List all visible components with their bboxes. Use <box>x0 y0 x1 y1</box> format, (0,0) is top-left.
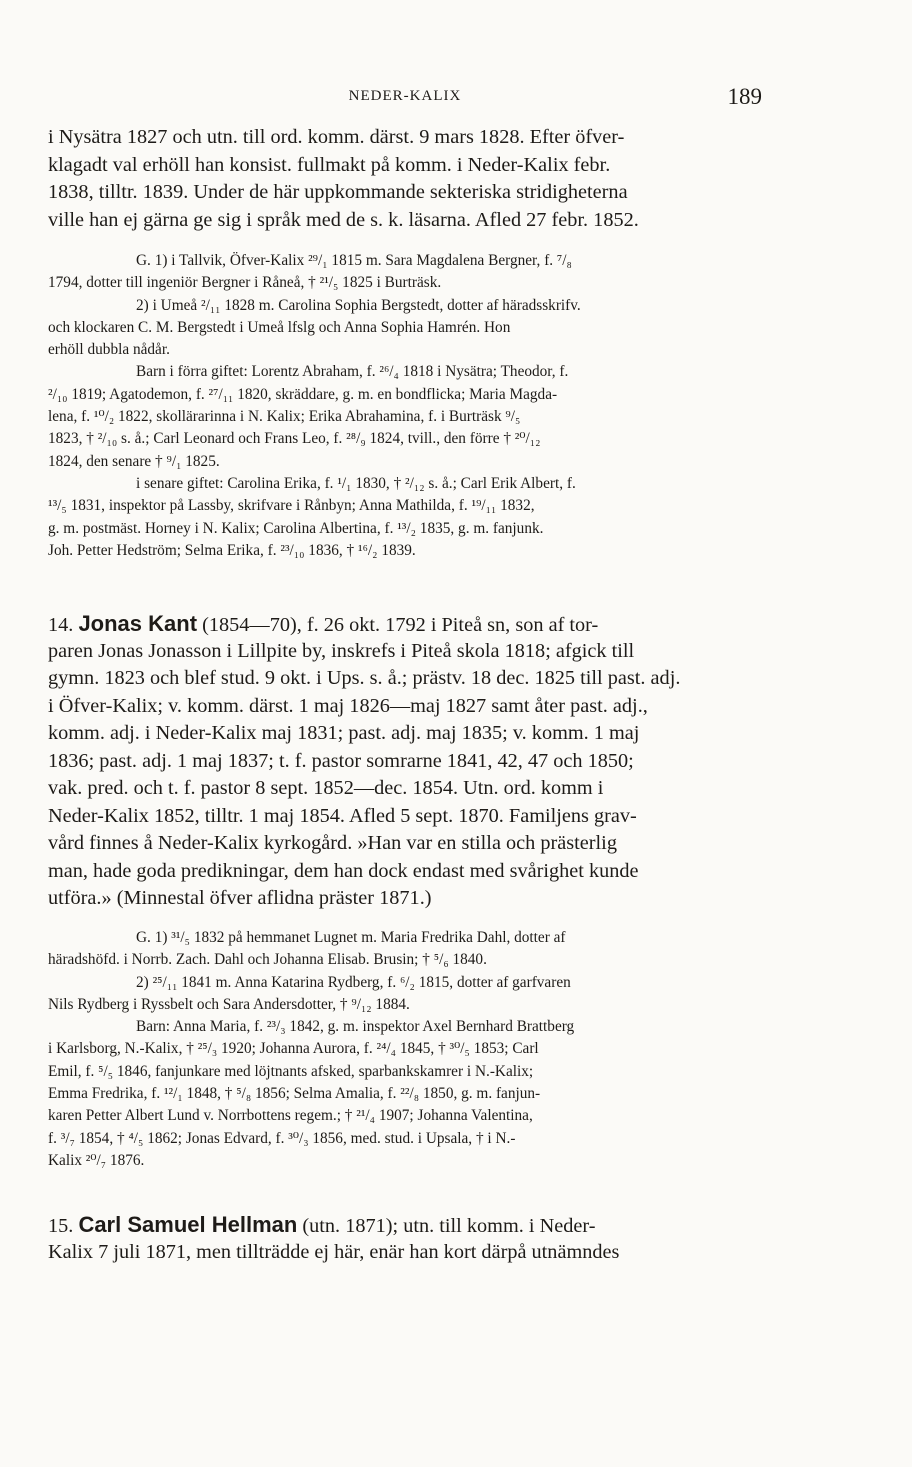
family-line: karen Petter Albert Lund v. Norrbottens regem.; † ²¹/₄ 1907; Johanna Valentina, <box>48 1107 533 1125</box>
entry-heading-line <box>48 610 764 638</box>
family-line: häradshöfd. i Norrb. Zach. Dahl och Johanna Elisab. Brusin; † ⁵/₆ 1840. <box>48 951 487 969</box>
entry-number: 14. <box>48 614 74 636</box>
entry-first-line: (1854—70), f. 26 okt. 1792 i Piteå sn, son af tor- <box>202 614 599 636</box>
family-line: Nils Rydberg i Ryssbelt och Sara Andersdotter, † ⁹/₁₂ 1884. <box>48 995 410 1013</box>
family-line: 2) ²⁵/₁₁ 1841 m. Anna Katarina Rydberg, f. ⁶/₂ 1815, dotter af garfvaren <box>136 973 571 991</box>
family-line: Joh. Petter Hedström; Selma Erika, f. ²³/₁₀ 1836, † ¹⁶/₂ 1839. <box>48 541 416 559</box>
family-line: Emma Fredrika, f. ¹²/₁ 1848, † ⁵/₈ 1856; Selma Amalia, f. ²²/₈ 1850, g. m. fanjun- <box>48 1085 541 1103</box>
family-line: Kalix ²⁰/₇ 1876. <box>48 1151 145 1169</box>
family-line: 1823, † ²/₁₀ s. å.; Carl Leonard och Frans Leo, f. ²⁸/₉ 1824, tvill., den förre † ²⁰/₁₂ <box>48 430 541 448</box>
entry-15 <box>48 1211 764 1266</box>
text-line: 1838, tilltr. 1839. Under de här uppkommande sekteriska stridigheterna <box>48 181 628 203</box>
entry-heading-line <box>48 1211 764 1239</box>
entry-number: 15. <box>48 1215 74 1237</box>
text-line: paren Jonas Jonasson i Lillpite by, inskrefs i Piteå skola 1818; afgick till <box>48 639 635 662</box>
family-line: 1794, dotter till ingeniör Bergner i Råneå, † ²¹/₅ 1825 i Burträsk. <box>48 274 442 292</box>
running-title: NEDER-KALIX <box>348 88 462 104</box>
family-line: lena, f. ¹⁰/₂ 1822, skollärarinna i N. Kalix; Erika Abrahamina, f. i Burträsk ⁹/₅ <box>48 408 521 426</box>
text-line: Neder-Kalix 1852, tilltr. 1 maj 1854. Afled 5 sept. 1870. Familjens grav- <box>48 804 637 827</box>
text-line: gymn. 1823 och blef stud. 9 okt. i Ups. s. å.; prästv. 18 dec. 1825 till past. adj. <box>48 667 681 689</box>
text-line: vård finnes å Neder-Kalix kyrkogård. »Han var en stilla och prästerlig <box>48 832 617 854</box>
family-line: g. m. postmäst. Horney i N. Kalix; Carolina Albertina, f. ¹³/₂ 1835, g. m. fanjunk. <box>48 519 544 537</box>
text-line: utföra.» (Minnestal öfver aflidna präster 1871.) <box>48 887 432 909</box>
page-number: 189 <box>727 84 762 109</box>
family-line: i senare giftet: Carolina Erika, f. ¹/₁ 1830, † ²/₁₂ s. å.; Carl Erik Albert, f. <box>136 474 576 492</box>
family-line: Emil, f. ⁵/₅ 1846, fanjunkare med löjtnants afsked, sparbankskamrer i N.-Kalix; <box>48 1062 534 1080</box>
entry-name: Carl Samuel Hellman <box>78 1212 298 1237</box>
family-line: f. ³/₇ 1854, † ⁴/₅ 1862; Jonas Edvard, f. ³⁰/₃ 1856, med. stud. i Upsala, † i N.- <box>48 1129 516 1147</box>
family-line: och klockaren C. M. Bergstedt i Umeå lfslg och Anna Sophia Hamrén. Hon <box>48 318 511 336</box>
family-line: ²/₁₀ 1819; Agatodemon, f. ²⁷/₁₁ 1820, skräddare, g. m. en bondflicka; Maria Magda- <box>48 385 558 403</box>
entry-name: Jonas Kant <box>78 611 198 636</box>
family-line: i Karlsborg, N.-Kalix, † ²⁵/₃ 1920; Johanna Aurora, f. ²⁴/₄ 1845, † ³⁰/₅ 1853; Carl <box>48 1040 539 1058</box>
entry-first-line: (utn. 1871); utn. till komm. i Neder- <box>302 1215 596 1237</box>
text-line: man, hade goda predikningar, dem han dock endast med svårighet kunde <box>48 859 639 882</box>
family-line: 2) i Umeå ²/₁₁ 1828 m. Carolina Sophia Bergstedt, dotter af häradsskrifv. <box>136 296 581 314</box>
family-line: ¹³/₅ 1831, inspektor på Lassby, skrifvare i Rånbyn; Anna Mathilda, f. ¹⁹/₁₁ 1832, <box>48 497 535 515</box>
entry-14 <box>48 610 764 913</box>
text-line: klagadt val erhöll han konsist. fullmakt på komm. i Neder-Kalix febr. <box>48 153 611 176</box>
family-line: G. 1) ³¹/₅ 1832 på hemmanet Lugnet m. Maria Fredrika Dahl, dotter af <box>136 929 566 946</box>
text-line: komm. adj. i Neder-Kalix maj 1831; past. adj. maj 1835; v. komm. 1 maj <box>48 722 640 744</box>
text-line: 1836; past. adj. 1 maj 1837; t. f. pastor somrarne 1841, 42, 47 och 1850; <box>48 749 634 772</box>
text-line: ville han ej gärna ge sig i språk med de s. k. läsarna. Afled 27 febr. 1852. <box>48 208 639 231</box>
family-line: Barn i förra giftet: Lorentz Abraham, f. ²⁶/₄ 1818 i Nysätra; Theodor, f. <box>136 363 569 381</box>
continuation-text <box>48 124 764 234</box>
text-line: Kalix 7 juli 1871, men tillträdde ej här, enär han kort därpå utnämndes <box>48 1240 620 1263</box>
text-line: i Öfver-Kalix; v. komm. därst. 1 maj 1826—maj 1827 samt åter past. adj., <box>48 694 648 717</box>
family-line: G. 1) i Tallvik, Öfver-Kalix ²⁹/₁ 1815 m. Sara Magdalena Bergner, f. ⁷/₈ <box>136 252 572 269</box>
family-line: Barn: Anna Maria, f. ²³/₃ 1842, g. m. inspektor Axel Bernhard Brattberg <box>136 1018 575 1036</box>
text-line: vak. pred. och t. f. pastor 8 sept. 1852—dec. 1854. Utn. ord. komm i <box>48 777 604 799</box>
entry-14-family <box>48 927 764 1172</box>
continuation-family <box>48 250 764 562</box>
text-line: i Nysätra 1827 och utn. till ord. komm. därst. 9 mars 1828. Efter öfver- <box>48 126 625 148</box>
family-line: erhöll dubbla nådår. <box>48 341 170 359</box>
family-line: 1824, den senare † ⁹/₁ 1825. <box>48 452 220 470</box>
